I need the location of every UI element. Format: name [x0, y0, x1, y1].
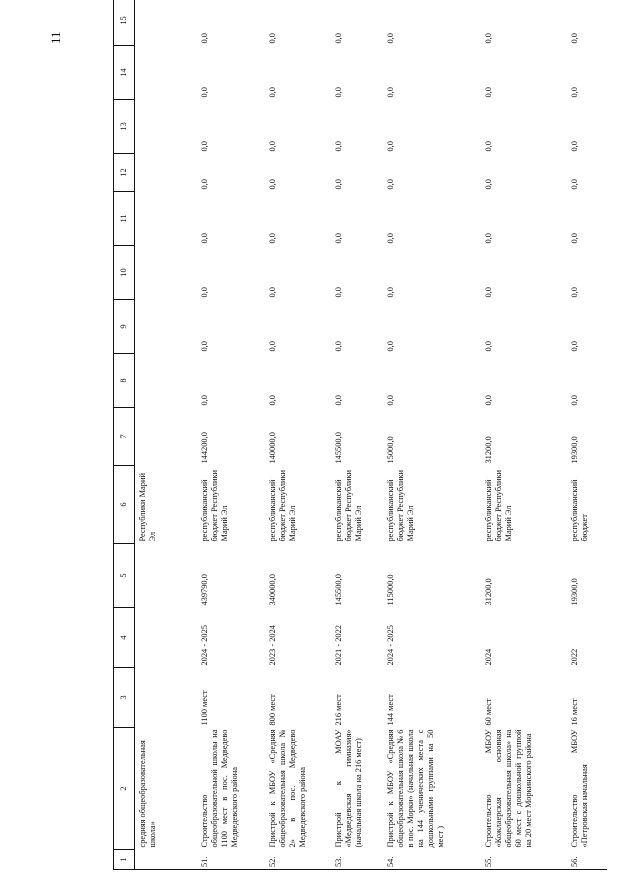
column-number: 12 — [114, 154, 135, 192]
value-col-11: 0,0 — [483, 233, 493, 244]
period: 2024 — [483, 648, 493, 666]
value-col-7: 19300,0 — [569, 436, 579, 464]
value-col-7: 144200,0 — [199, 432, 209, 464]
value-col-15 — [135, 0, 197, 46]
column-number: 3 — [114, 668, 135, 728]
total-cost: 340000,0 — [267, 574, 277, 606]
value-col-11: 0,0 — [569, 233, 579, 244]
value-col-14: 0,0 — [483, 87, 493, 98]
value-col-12 — [135, 154, 197, 192]
value-col-11: 0,0 — [267, 233, 277, 244]
funding-source: республиканский бюджет Республики Марий Эл — [333, 469, 363, 542]
value-col-10: 0,0 — [385, 287, 395, 298]
value-col-7: 145500,0 — [333, 432, 343, 464]
investment-table — [113, 0, 607, 870]
value-col-15: 0,0 — [199, 33, 209, 44]
value-col-12: 0,0 — [483, 179, 493, 190]
value-col-9: 0,0 — [333, 341, 343, 352]
period: 2021 - 2022 — [333, 625, 343, 666]
period: 2023 - 2024 — [267, 625, 277, 666]
value-col-13: 0,0 — [267, 141, 277, 152]
column-number: 13 — [114, 100, 135, 154]
row-number: 54. — [383, 850, 481, 870]
column-number: 11 — [114, 192, 135, 246]
value-col-8: 0,0 — [267, 395, 277, 406]
total-cost: 145500,0 — [333, 574, 343, 606]
funding-source: республиканский бюджет Республики Марий Эл — [199, 469, 229, 542]
value-col-15: 0,0 — [569, 33, 579, 44]
capacity: 60 мест — [483, 698, 493, 726]
row-number: 53. — [331, 850, 383, 870]
value-col-13: 0,0 — [199, 141, 209, 152]
value-col-7: 31200,0 — [483, 436, 493, 464]
value-col-10: 0,0 — [199, 287, 209, 298]
value-col-12: 0,0 — [569, 179, 579, 190]
value-col-7: 15000,0 — [385, 436, 395, 464]
funding-source: республиканский бюджет Республики Марий Эл — [483, 469, 513, 542]
value-col-8: 0,0 — [569, 395, 579, 406]
total-cost: 19300,0 — [569, 578, 579, 606]
object-name: Строительство МБОУ «Кожлаерская основная общеобразовательная школа» на 60 мест с дошкольной группой на 20 мест Моркинского района — [483, 729, 533, 848]
value-col-14: 0,0 — [333, 87, 343, 98]
capacity: 1100 мест — [199, 690, 209, 726]
table-row — [197, 0, 265, 870]
object-name: средняя общеобразовательная школа» — [138, 740, 157, 848]
value-col-7 — [135, 408, 197, 466]
capacity: 16 мест — [569, 698, 579, 726]
row-number: 56. — [567, 850, 607, 870]
total-cost: 31200,0 — [483, 578, 493, 606]
value-col-12: 0,0 — [267, 179, 277, 190]
value-col-14 — [135, 46, 197, 100]
table-row — [135, 0, 197, 870]
value-col-15: 0,0 — [333, 33, 343, 44]
value-col-12: 0,0 — [333, 179, 343, 190]
row-number: 51. — [197, 850, 265, 870]
value-col-7: 140000,0 — [267, 432, 277, 464]
page-number: 11 — [48, 31, 63, 44]
column-number: 10 — [114, 246, 135, 300]
value-col-8 — [135, 354, 197, 408]
column-number: 1 — [114, 850, 135, 870]
value-col-14: 0,0 — [199, 87, 209, 98]
column-number: 14 — [114, 46, 135, 100]
object-name: Строительство МБОУ «Петровская начальная — [569, 729, 589, 848]
value-col-14: 0,0 — [267, 87, 277, 98]
value-col-12: 0,0 — [199, 179, 209, 190]
table-row — [567, 0, 607, 870]
value-col-15: 0,0 — [267, 33, 277, 44]
funding-source: республиканский бюджет Республики Марий Эл — [267, 469, 297, 542]
value-col-13: 0,0 — [385, 141, 395, 152]
table-row — [265, 0, 331, 870]
period — [135, 608, 197, 668]
value-col-11: 0,0 — [333, 233, 343, 244]
value-col-11 — [135, 192, 197, 246]
value-col-13: 0,0 — [333, 141, 343, 152]
column-number: 6 — [114, 466, 135, 544]
value-col-11: 0,0 — [385, 233, 395, 244]
value-col-9: 0,0 — [267, 341, 277, 352]
table-row — [331, 0, 383, 870]
value-col-13: 0,0 — [483, 141, 493, 152]
period: 2022 — [569, 648, 579, 666]
value-col-9: 0,0 — [199, 341, 209, 352]
value-col-9: 0,0 — [483, 341, 493, 352]
object-name: Пристрой к МБОУ «Средняя общеобразовательная школа № 6 в пос. Морки» (начальная школа на 144 ученических места с дошкольными группами на 50 мест ) — [385, 729, 445, 848]
value-col-15: 0,0 — [483, 33, 493, 44]
column-number: 8 — [114, 354, 135, 408]
value-col-9: 0,0 — [385, 341, 395, 352]
value-col-9 — [135, 300, 197, 354]
object-name: Строительство общеобразовательной школы на 1100 мест в пос. Медведево Медведевского района — [199, 729, 239, 848]
table-row — [383, 0, 481, 870]
value-col-14: 0,0 — [385, 87, 395, 98]
value-col-10: 0,0 — [569, 287, 579, 298]
capacity: 216 мест — [333, 694, 343, 726]
value-col-14: 0,0 — [569, 87, 579, 98]
column-number: 9 — [114, 300, 135, 354]
capacity: 800 мест — [267, 694, 277, 726]
value-col-9: 0,0 — [569, 341, 579, 352]
table-row — [481, 0, 567, 870]
value-col-8: 0,0 — [385, 395, 395, 406]
value-col-13: 0,0 — [569, 141, 579, 152]
column-number: 4 — [114, 608, 135, 668]
column-number: 2 — [114, 728, 135, 850]
capacity — [135, 668, 197, 728]
value-col-8: 0,0 — [199, 395, 209, 406]
value-col-8: 0,0 — [333, 395, 343, 406]
total-cost: 439790,0 — [199, 574, 209, 606]
period: 2024 - 2025 — [385, 625, 395, 666]
funding-source: республиканский бюджет — [569, 479, 589, 542]
total-cost — [135, 544, 197, 608]
row-number — [135, 850, 197, 870]
value-col-13 — [135, 100, 197, 154]
total-cost: 115000,0 — [385, 574, 395, 606]
value-col-15: 0,0 — [385, 33, 395, 44]
value-col-10 — [135, 246, 197, 300]
row-number: 52. — [265, 850, 331, 870]
value-col-10: 0,0 — [267, 287, 277, 298]
object-name: Пристрой к МБОУ «Средняя общеобразовательная школа № 2» в пос. Медведево Медведевского района — [267, 729, 307, 848]
funding-source: республиканский бюджет Республики Марий Эл — [385, 469, 415, 542]
column-number: 5 — [114, 544, 135, 608]
value-col-8: 0,0 — [483, 395, 493, 406]
value-col-10: 0,0 — [483, 287, 493, 298]
object-name: Пристрой к МОАУ «Медведевская гимназия» (начальная школа на 216 мест) — [333, 729, 363, 848]
funding-source: Республики Марий Эл — [138, 473, 157, 542]
column-number: 7 — [114, 408, 135, 466]
value-col-12: 0,0 — [385, 179, 395, 190]
column-number: 15 — [114, 0, 135, 46]
value-col-11: 0,0 — [199, 233, 209, 244]
value-col-10: 0,0 — [333, 287, 343, 298]
row-number: 55. — [481, 850, 567, 870]
capacity: 144 мест — [385, 694, 395, 726]
column-number-row — [114, 0, 135, 870]
period: 2024 - 2025 — [199, 625, 209, 666]
